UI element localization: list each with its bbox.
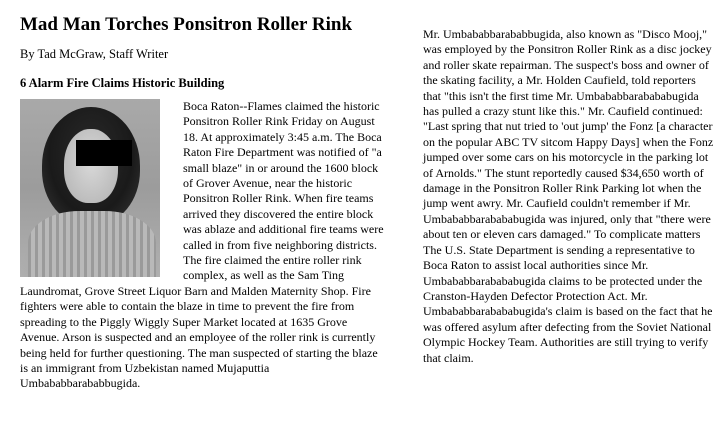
article-subhead: 6 Alarm Fire Claims Historic Building	[20, 76, 225, 90]
suspect-photo	[20, 99, 160, 277]
article-body-right-text: Mr. Umbababbarababbugida, also known as "Disco Mooj," was employed by the Ponsitron Roller Rink as a disc jockey and roller skate repairman. The suspect's boss and owner of the skating facility, a Mr. Holden Caufield, told reporters that "this isn't the first time Mr. Umbababbarabababugida has pulled a crazy stunt like this." Mr. Caufield continued: "Last spring that nut tried to 'out jump' the Fonz [a character on the popular ABC TV sitcom Happy Days] when the Fonz jumped over some cars on his motorcycle in the parking lot of Arnolds." The stunt reportedly caused $34,650 worth of damage in the Ponsitron Roller Rink Parking lot when the jump went awry. Mr. Caufield couldn't remember if Mr. Umbababbarabababugida was injured, only that "there were about ten or eleven cars damaged." To complicate matters The U.S. State Department is sending a representative to Boca Raton to assist local authorities since Mr. Umbababbarabababugida claims to be protected under the Cranston-Hayden Defector Protection Act. Mr. Umbababbarabababugida's claim is based on the fact that he was offered asylum after defecting from the Soviet National Olympic Hockey Team. Authorities are still trying to verify that claim.	[423, 27, 714, 365]
censor-bar	[76, 140, 132, 166]
article-body-left-column	[20, 99, 384, 392]
photo-shirt-shape	[28, 211, 156, 277]
article-byline: By Tad McGraw, Staff Writer	[20, 47, 169, 61]
article-body-left-text: Boca Raton--Flames claimed the historic Ponsitron Roller Rink Friday on August 18. At approximately 3:45 a.m. The Boca Raton Fire Department was notified of "a small blaze" in or around the 1600 block of Grover Avenue, near the historic Ponsitron Roller Rink. When fire teams arrived they discovered the entire block was ablaze and additional fire teams were called in from five neighboring districts. The fire claimed the entire roller rink complex, as well as the Sam Ting Laundromat, Grove Street Liquor Barn and Malden Maternity Shop. Fire fighters were able to contain the blaze in time to prevent the fire from spreading to the Piggly Wiggly Super Market located at 1635 Grove Avenue. Arson is suspected and an employee of the roller rink is currently being held for further questioning. The man suspected of starting the blaze is an immigrant from Uzbekistan named Mujaputtia Umbababbarababbugida.	[20, 99, 384, 391]
article-headline: Mad Man Torches Ponsitron Roller Rink	[20, 14, 353, 35]
article-body-right-column	[423, 27, 715, 366]
